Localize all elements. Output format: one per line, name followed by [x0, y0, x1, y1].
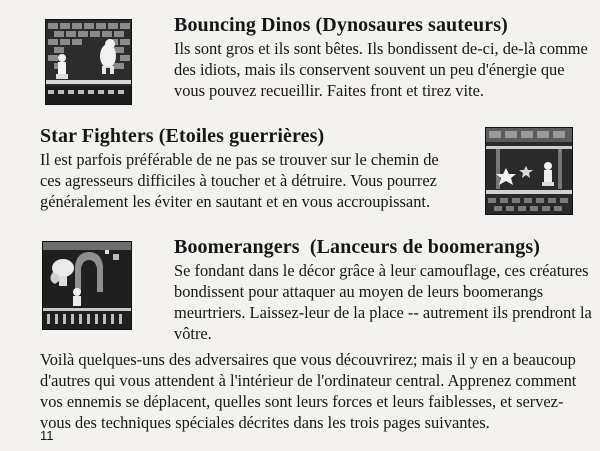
star-fighters-line: Il est parfois préférable de ne pas se trouver sur le chemin de — [40, 150, 439, 169]
star-fighters-title: Star Fighters (Etoiles guerrières) — [40, 125, 325, 147]
bouncing-dinos-image — [46, 20, 131, 104]
closing-line: d'autres qui vous attendent à l'intérieur de l'ordinateur central. Apprenez comment — [40, 371, 577, 390]
closing-line: vos ennemis se déplacent, quelles sont leurs forces et leurs faiblesses, et servez- — [40, 392, 564, 411]
page-number: 11 — [40, 428, 54, 443]
closing-line: vous des techniques spéciales décrites dans les trois pages suivantes. — [40, 413, 490, 432]
boomerangers-line: meurtriers. Laissez-leur de la place -- autrement ils prendront la — [174, 303, 592, 322]
star-fighters-text — [40, 149, 439, 212]
boomerangers-screenshot — [42, 241, 132, 330]
star-fighters-image — [486, 128, 572, 214]
boomerangers-line: vôtre. — [174, 324, 212, 343]
star-fighters-screenshot — [485, 127, 573, 215]
boomerangers-title: Boomerangers (Lanceurs de boomerangs) — [174, 236, 540, 258]
bouncing-dinos-text — [174, 38, 588, 101]
bouncing-dinos-line: des idiots, mais ils conservent souvent un peu d'énergie que — [174, 60, 565, 79]
boomerangers-line: bondissent pour attaquer au moyen de leurs boomerangs — [174, 282, 544, 301]
bouncing-dinos-screenshot — [45, 19, 132, 105]
closing-line: Voilà quelques-uns des adversaires que vous découvrirez; mais il y en a beaucoup — [40, 350, 576, 369]
boomerangers-image — [43, 242, 131, 329]
bouncing-dinos-line: Ils sont gros et ils sont bêtes. Ils bondissent de-ci, de-là comme — [174, 39, 588, 58]
bouncing-dinos-line: vous pouvez recueillir. Faites front et tirez vite. — [174, 81, 484, 100]
star-fighters-line: généralement les éviter en sautant et en vous accroupissant. — [40, 192, 431, 211]
boomerangers-line: Se fondant dans le décor grâce à leur camouflage, ces créatures — [174, 261, 589, 280]
boomerangers-text — [174, 260, 592, 344]
closing-paragraph — [40, 349, 576, 433]
bouncing-dinos-title: Bouncing Dinos (Dynosaures sauteurs) — [174, 14, 508, 36]
star-fighters-line: ces agresseurs difficiles à toucher et à détruire. Vous pourrez — [40, 171, 437, 190]
